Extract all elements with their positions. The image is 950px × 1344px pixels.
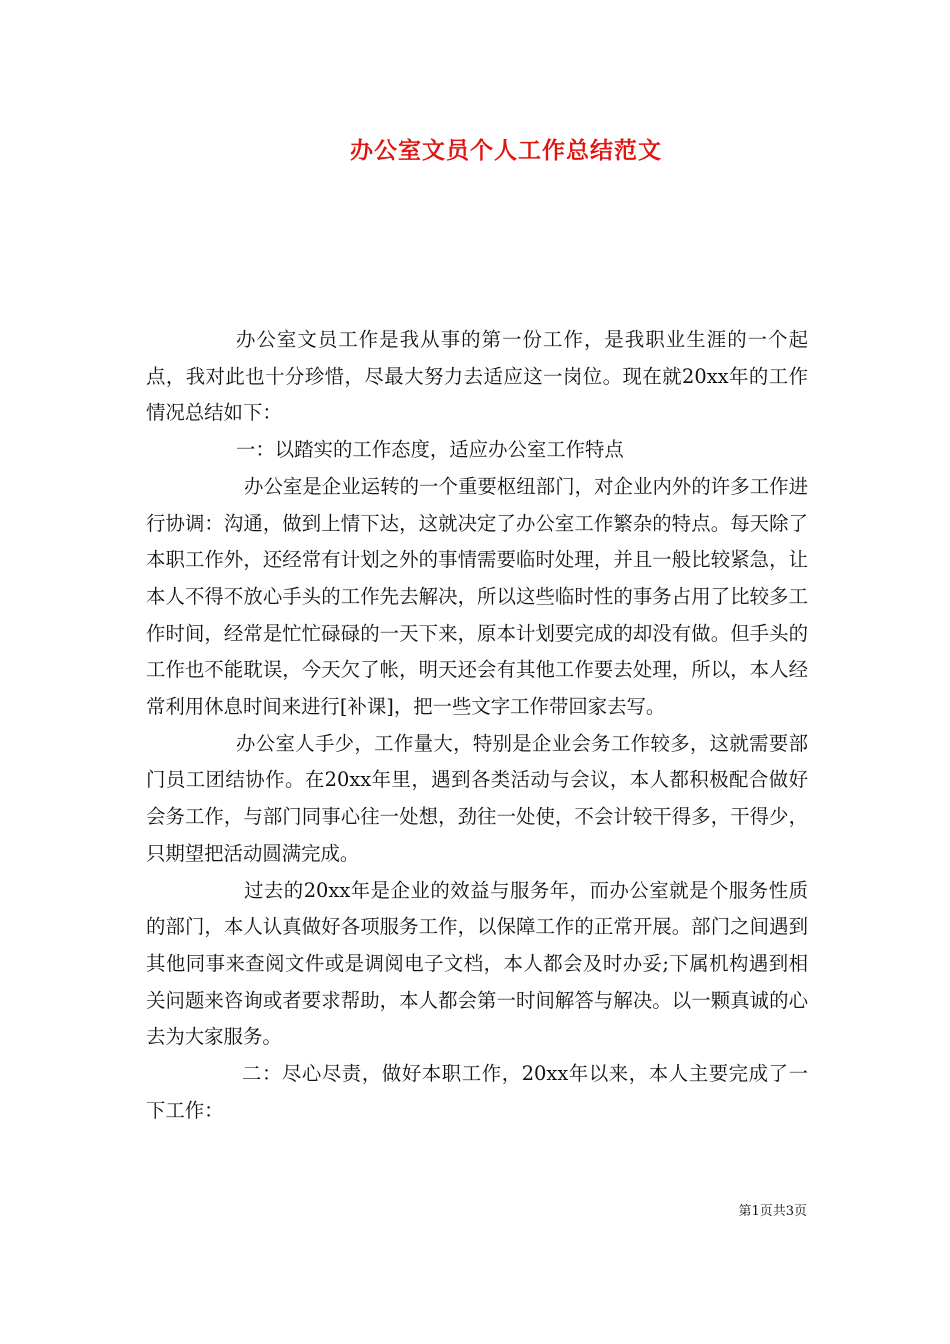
- page-number-footer: 第1页共3页: [738, 1204, 807, 1219]
- paragraph-teamwork: 办公室人手少，工作量大，特别是企业会务工作较多，这就需要部门员工团结协作。在20xx年里，遇到各类活动与会议，本人都积极配合做好会务工作，与部门同事心往一处想，劲往一处使，不会计较干得多，干得少，只期望把活动圆满完成。: [146, 731, 808, 865]
- paragraph-service: 过去的20xx年是企业的效益与服务年，而办公室就是个服务性质的部门，本人认真做好各项服务工作，以保障工作的正常开展。部门之间遇到其他同事来查阅文件或是调阅电子文档，本人都会及时办妥;下属机构遇到相关问题来咨询或者要求帮助，本人都会第一时间解答与解决。以一颗真诚的心去为大家服务。: [146, 878, 808, 1049]
- section-heading-1: 一：以踏实的工作态度，适应办公室工作特点: [236, 438, 624, 462]
- paragraph-office-features: 办公室是企业运转的一个重要枢纽部门，对企业内外的许多工作进行协调：沟通，做到上情下达，这就决定了办公室工作繁杂的特点。每天除了本职工作外，还经常有计划之外的事情需要临时处理，并且一般比较紧急，让本人不得不放心手头的工作先去解决，所以这些临时性的事务占用了比较多工作时间，经常是忙忙碌碌的一天下来，原本计划要完成的却没有做。但手头的工作也不能耽误，今天欠了帐，明天还会有其他工作要去处理，所以，本人经常利用休息时间来进行[补课]，把一些文字工作带回家去写。: [146, 474, 808, 719]
- section-heading-2: 二：尽心尽责，做好本职工作，20xx年以来，本人主要完成了一下工作：: [146, 1062, 808, 1122]
- document-title: 办公室文员个人工作总结范文: [350, 137, 662, 164]
- document-body: [146, 322, 808, 1129]
- paragraph-intro: 办公室文员工作是我从事的第一份工作，是我职业生涯的一个起点，我对此也十分珍惜，尽最大努力去适应这一岗位。现在就20xx年的工作情况总结如下：: [146, 328, 808, 425]
